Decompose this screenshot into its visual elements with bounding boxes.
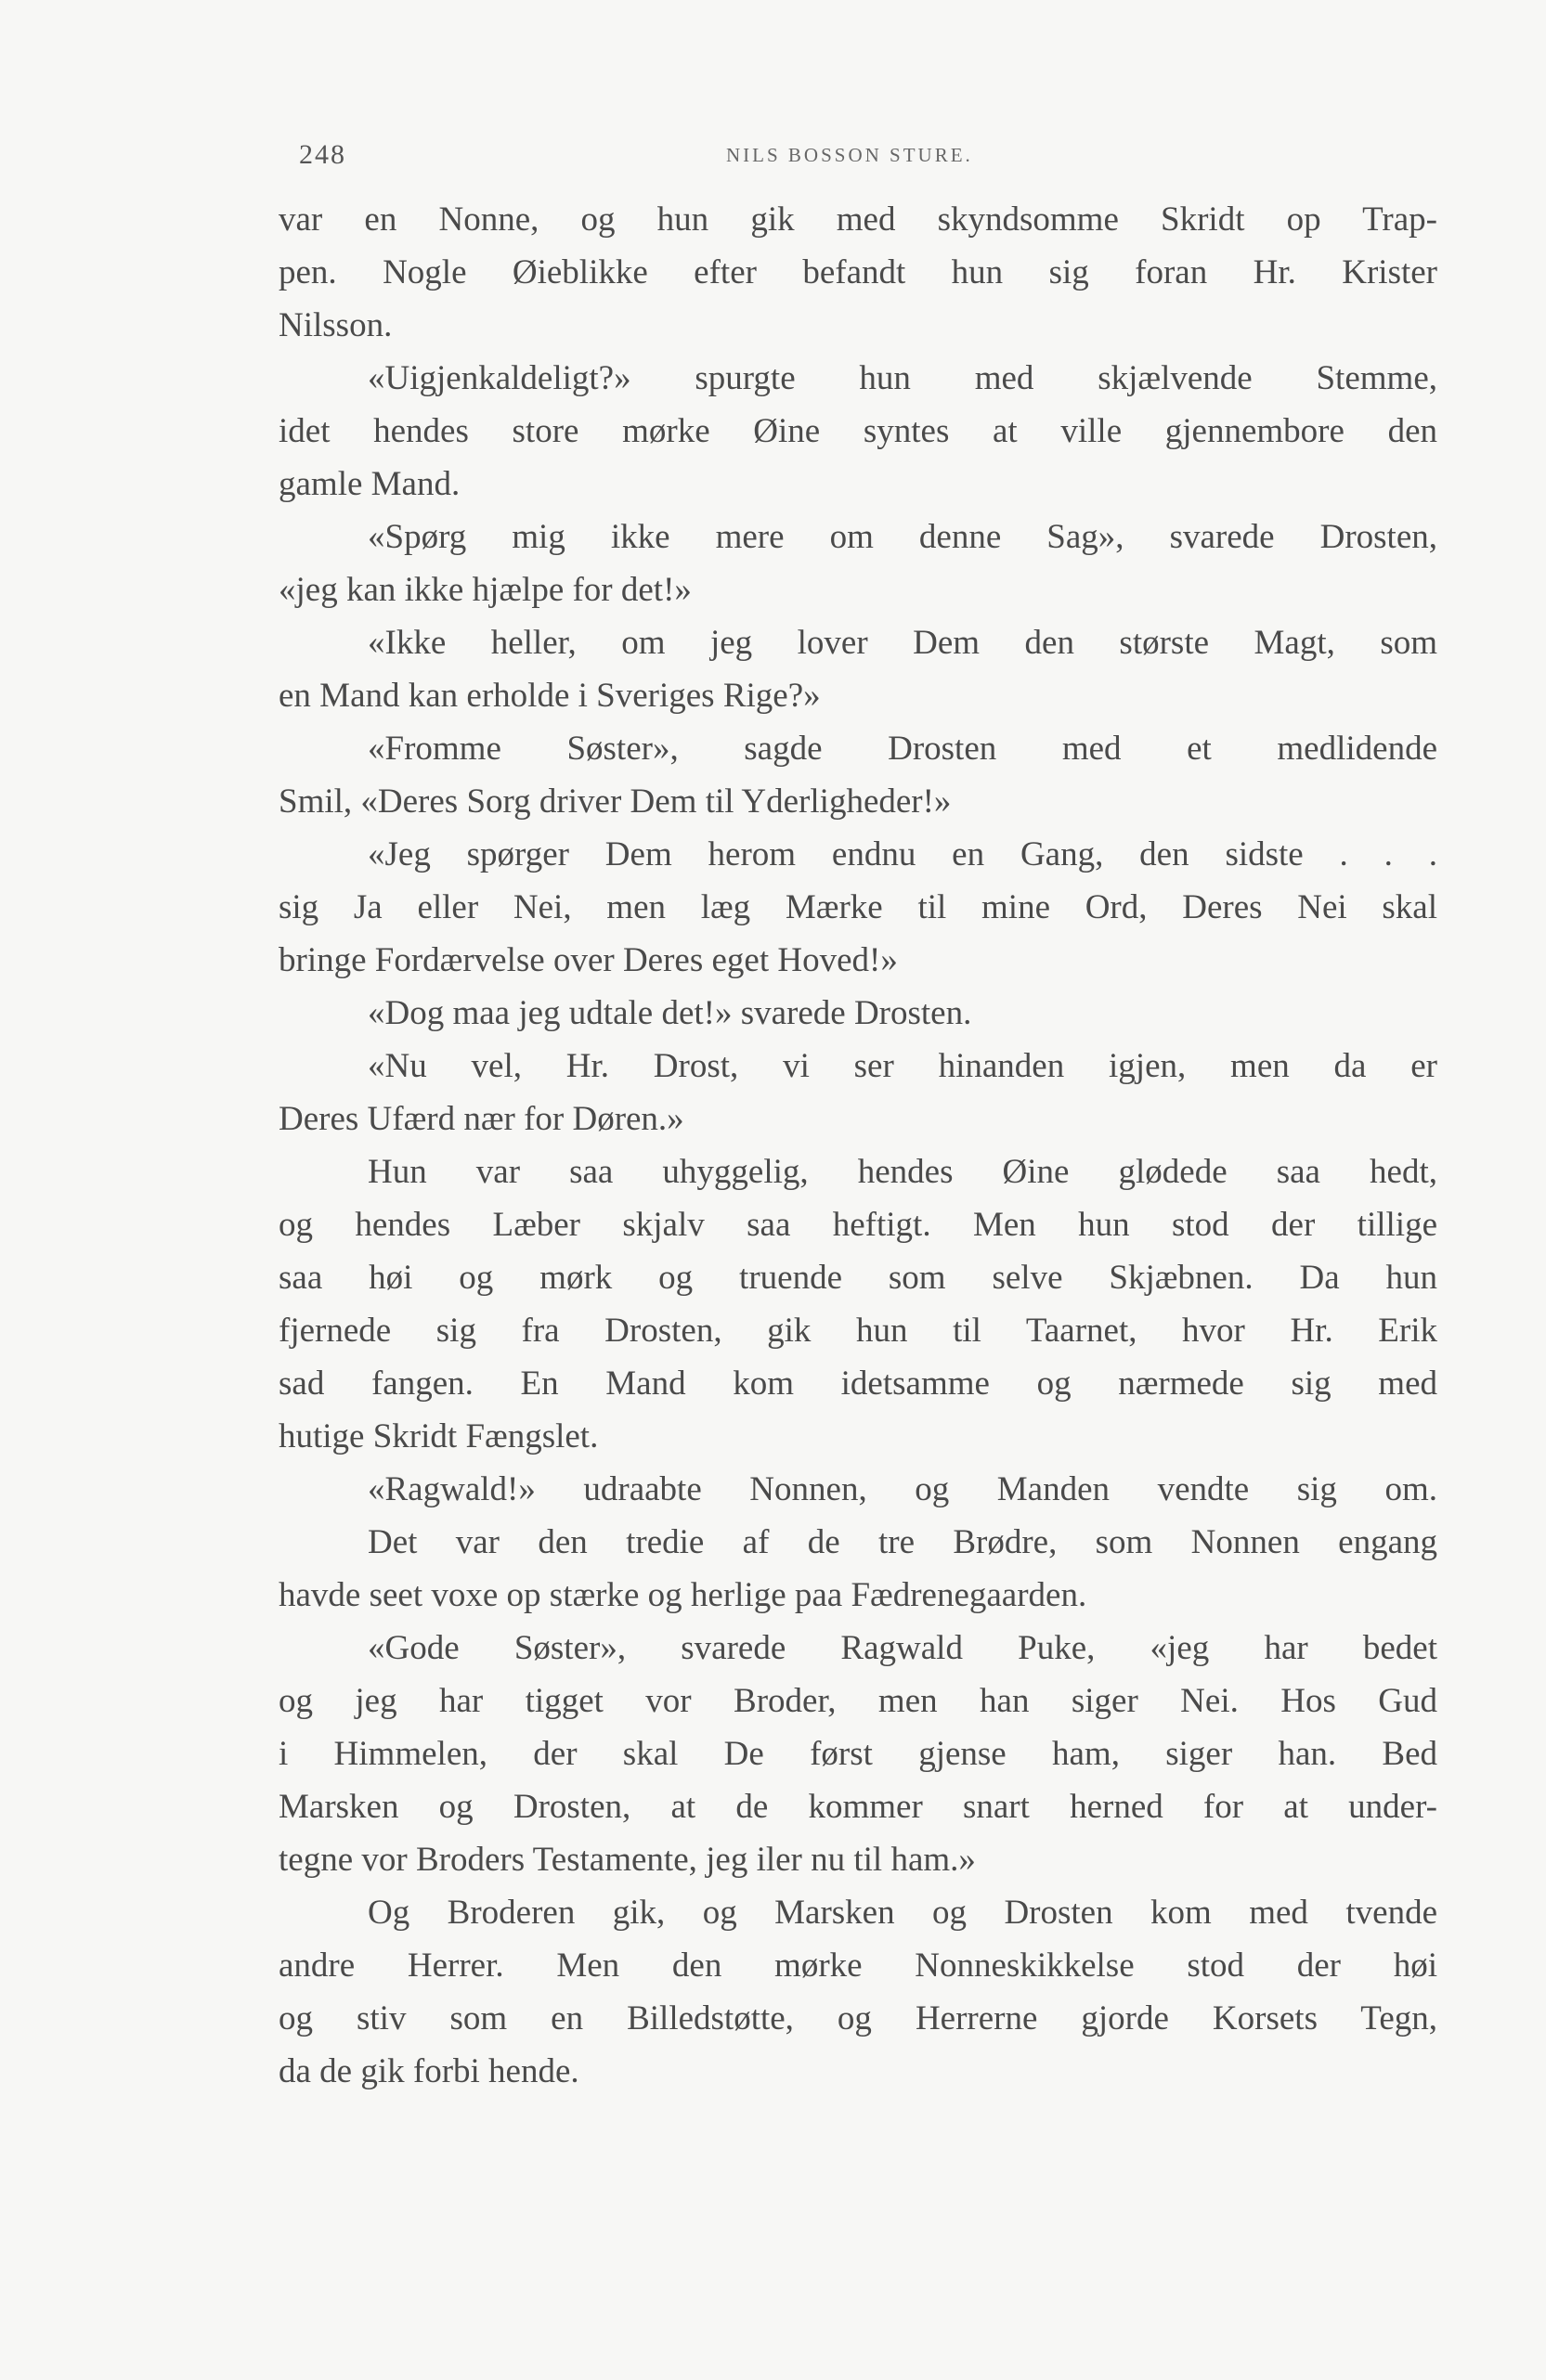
text-line: var en Nonne, og hun gik med skyndsomme Skridt op Trap- — [279, 200, 1437, 239]
text-line: andre Herrer. Men den mørke Nonneskikkelse stod der høi — [279, 1947, 1437, 1985]
text-line: en Mand kan erholde i Sveriges Rige?» — [279, 677, 821, 715]
text-line: «Ikke heller, om jeg lover Dem den største Magt, som — [368, 624, 1437, 662]
text-line: og stiv som en Billedstøtte, og Herrerne gjorde Korsets Tegn, — [279, 1999, 1437, 2037]
text-line: «jeg kan ikke hjælpe for det!» — [279, 571, 692, 609]
text-line: og hendes Læber skjalv saa heftigt. Men hun stod der tillige — [279, 1206, 1437, 1244]
text-line: sig Ja eller Nei, men læg Mærke til mine Ord, Deres Nei skal — [279, 888, 1437, 926]
text-line: da de gik forbi hende. — [279, 2052, 579, 2090]
text-line: sad fangen. En Mand kom idetsamme og nærmede sig med — [279, 1365, 1437, 1403]
text-line: idet hendes store mørke Øine syntes at ville gjennembore den — [279, 412, 1437, 450]
text-line: havde seet voxe op stærke og herlige paa Fædrenegaarden. — [279, 1576, 1087, 1614]
text-line: «Ragwald!» udraabte Nonnen, og Manden vendte sig om. — [368, 1470, 1437, 1508]
text-line: «Gode Søster», svarede Ragwald Puke, «jeg har bedet — [368, 1629, 1437, 1667]
text-line: Hun var saa uhyggelig, hendes Øine glødede saa hedt, — [368, 1153, 1437, 1191]
text-line: hutige Skridt Fængslet. — [279, 1417, 599, 1455]
text-line: «Spørg mig ikke mere om denne Sag», svarede Drosten, — [368, 518, 1437, 556]
text-line: og jeg har tigget vor Broder, men han siger Nei. Hos Gud — [279, 1682, 1437, 1720]
page-number: 248 — [299, 139, 346, 170]
text-line: «Dog maa jeg udtale det!» svarede Drosten. — [368, 994, 972, 1032]
text-line: «Jeg spørger Dem herom endnu en Gang, den sidste . . . — [368, 835, 1437, 873]
body-text — [279, 193, 1437, 2098]
text-line: pen. Nogle Øieblikke efter befandt hun sig foran Hr. Krister — [279, 253, 1437, 291]
text-line: bringe Fordærvelse over Deres eget Hoved!» — [279, 941, 898, 979]
text-line: i Himmelen, der skal De først gjense ham, siger han. Bed — [279, 1735, 1437, 1773]
running-head: NILS BOSSON STURE. — [726, 144, 973, 166]
text-line: gamle Mand. — [279, 465, 461, 503]
text-line: fjernede sig fra Drosten, gik hun til Taarnet, hvor Hr. Erik — [279, 1312, 1437, 1350]
text-line: Og Broderen gik, og Marsken og Drosten kom med tvende — [368, 1894, 1437, 1932]
text-line: «Nu vel, Hr. Drost, vi ser hinanden igjen, men da er — [368, 1047, 1437, 1085]
text-line: tegne vor Broders Testamente, jeg iler nu til ham.» — [279, 1841, 976, 1879]
text-line: Nilsson. — [279, 306, 393, 344]
text-line: «Uigjenkaldeligt?» spurgte hun med skjælvende Stemme, — [368, 359, 1437, 397]
text-line: Det var den tredie af de tre Brødre, som Nonnen engang — [368, 1523, 1437, 1561]
text-line: Smil, «Deres Sorg driver Dem til Yderligheder!» — [279, 783, 952, 821]
text-line: «Fromme Søster», sagde Drosten med et medlidende — [368, 730, 1437, 768]
text-line: saa høi og mørk og truende som selve Skjæbnen. Da hun — [279, 1259, 1437, 1297]
text-line: Marsken og Drosten, at de kommer snart herned for at under- — [279, 1788, 1437, 1826]
text-line: Deres Ufærd nær for Døren.» — [279, 1100, 684, 1138]
page-header — [299, 139, 1432, 176]
